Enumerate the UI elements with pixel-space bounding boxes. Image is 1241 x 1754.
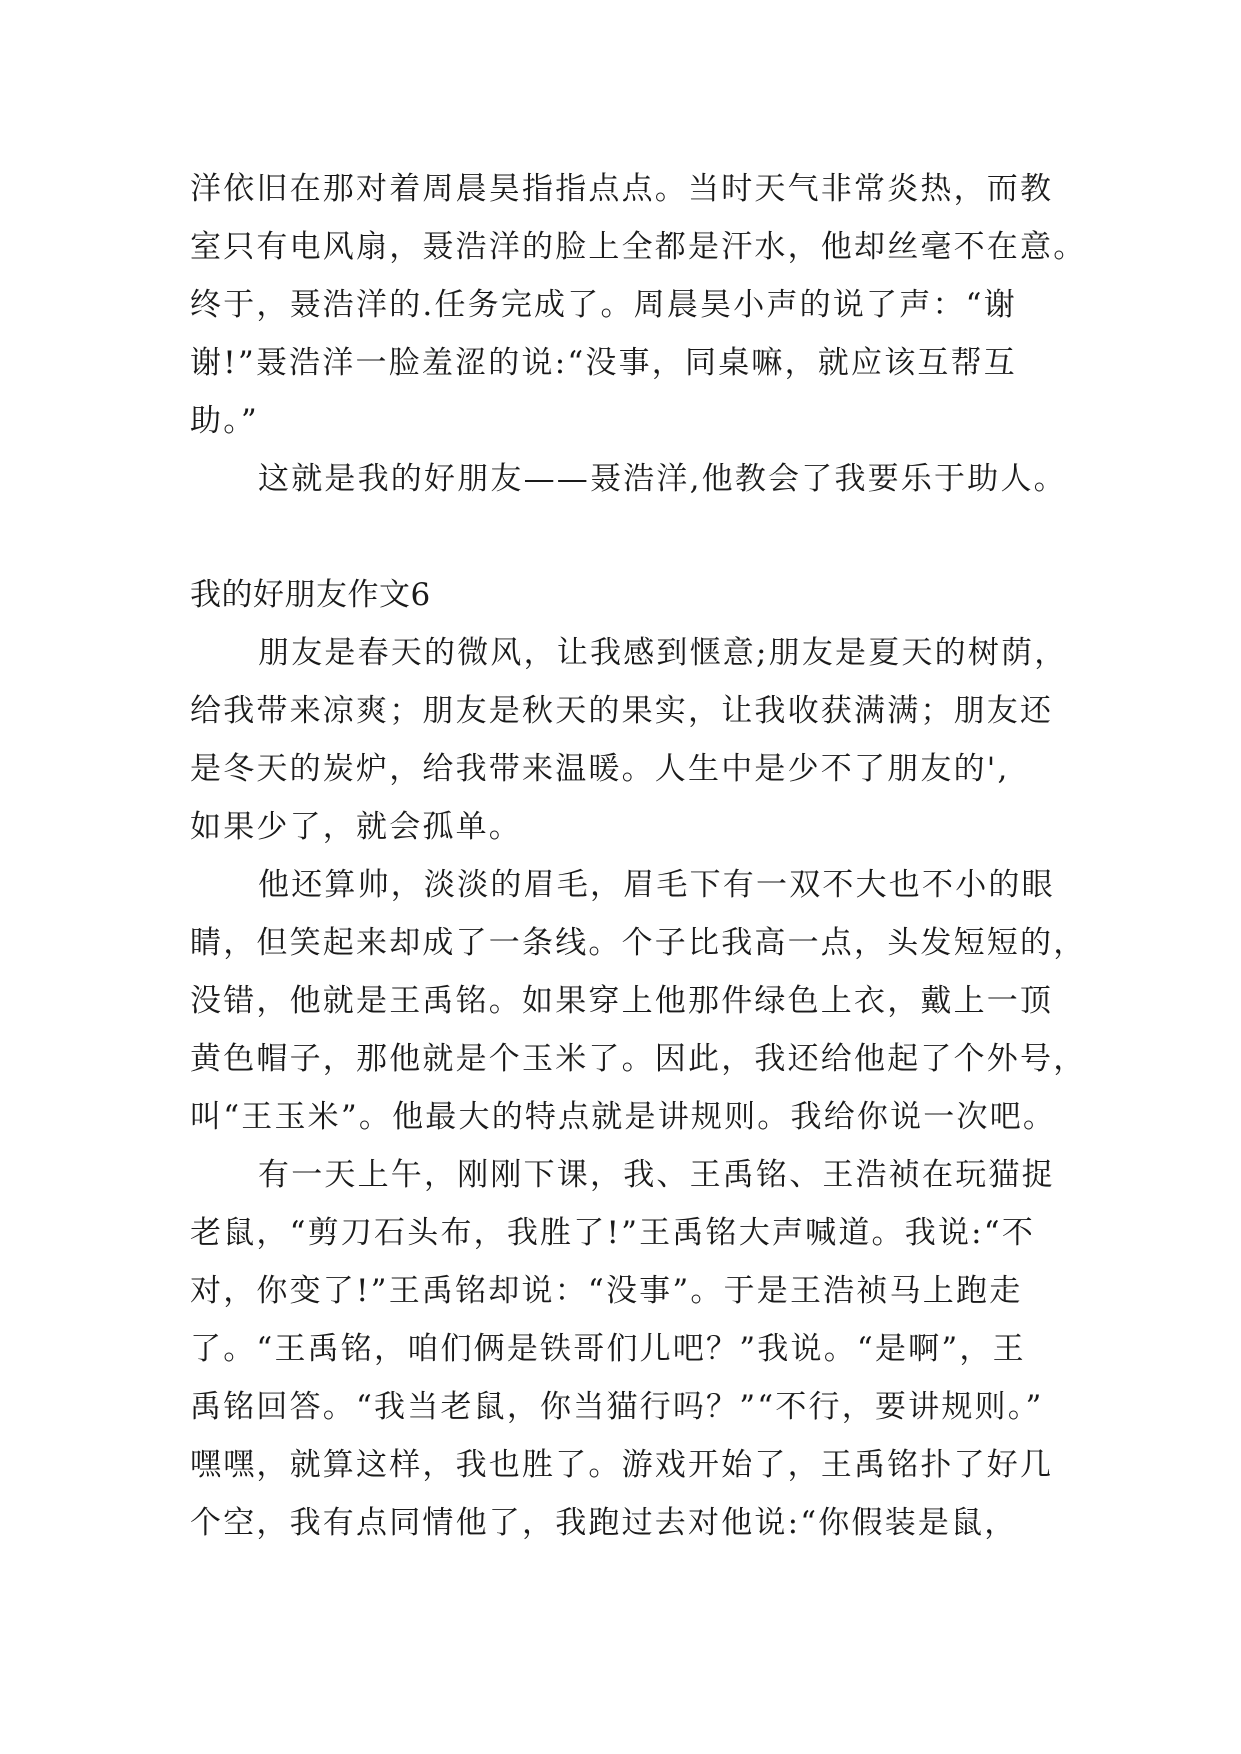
text-line: 是冬天的炭炉，给我带来温暖。人生中是少不了朋友的', <box>190 751 1010 787</box>
closing-line: 这就是我的好朋友——聂浩洋,他教会了我要乐于助人。 <box>258 461 1067 497</box>
text-line: 没错，他就是王禹铭。如果穿上他那件绿色上衣，戴上一顶 <box>190 983 1054 1019</box>
paragraph-1 <box>190 624 1070 856</box>
text-line: 睛，但笑起来却成了一条线。个子比我高一点，头发短短的， <box>190 925 1087 961</box>
text-line: 他还算帅，淡淡的眉毛，眉毛下有一双不大也不小的眼 <box>258 867 1055 903</box>
text-line: 叫“王玉米”。他最大的特点就是讲规则。我给你说一次吧。 <box>190 1099 1057 1135</box>
text-line: 室只有电风扇，聂浩洋的脸上全都是汗水，他却丝毫不在意。 <box>190 229 1087 265</box>
section-spacer <box>190 508 1070 566</box>
text-line: 朋友是春天的微风，让我感到惬意;朋友是夏天的树荫， <box>258 635 1068 671</box>
essay-heading: 我的好朋友作文6 <box>190 577 431 613</box>
text-line: 禹铭回答。“我当老鼠，你当猫行吗？”“不行，要讲规则。” <box>190 1389 1044 1425</box>
text-line: 老鼠，“剪刀石头布，我胜了!”王禹铭大声喊道。我说:“不 <box>190 1215 1036 1251</box>
text-line: 如果少了，就会孤单。 <box>190 809 522 845</box>
text-line: 嘿嘿，就算这样，我也胜了。游戏开始了，王禹铭扑了好几 <box>190 1447 1054 1483</box>
text-line: 洋依旧在那对着周晨昊指指点点。当时天气非常炎热，而教 <box>190 171 1054 207</box>
paragraph-2 <box>190 856 1087 1146</box>
text-line: 给我带来凉爽；朋友是秋天的果实，让我收获满满；朋友还 <box>190 693 1054 729</box>
essay-5-ending <box>190 160 1087 508</box>
text-line: 个空，我有点同情他了，我跑过去对他说:“你假装是鼠， <box>190 1505 1018 1541</box>
text-line: 黄色帽子，那他就是个玉米了。因此，我还给他起了个外号， <box>190 1041 1087 1077</box>
text-line: 终于，聂浩洋的.任务完成了。周晨昊小声的说了声：“谢 <box>190 287 1017 323</box>
text-line: 有一天上午，刚刚下课，我、王禹铭、王浩祯在玩猫捉 <box>258 1157 1055 1193</box>
text-line: 助。” <box>190 403 259 439</box>
text-line: 对，你变了!”王禹铭却说：“没事”。于是王浩祯马上跑走 <box>190 1273 1023 1309</box>
document-body <box>190 160 1087 1552</box>
text-line: 了。“王禹铭，咱们俩是铁哥们儿吧？”我说。“是啊”，王 <box>190 1331 1026 1367</box>
text-line: 谢!”聂浩洋一脸羞涩的说:“没事，同桌嘛，就应该互帮互 <box>190 345 1017 381</box>
paragraph-3 <box>190 1146 1070 1552</box>
